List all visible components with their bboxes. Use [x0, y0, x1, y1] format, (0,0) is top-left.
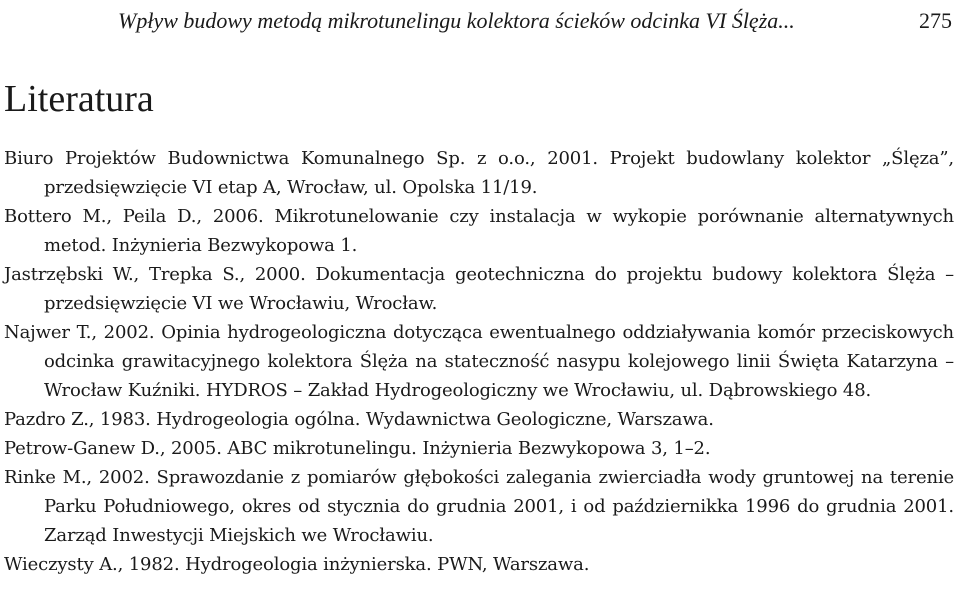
- running-header: [118, 6, 956, 36]
- page-number: 275: [919, 8, 952, 33]
- reference-item: Pazdro Z., 1983. Hydrogeologia ogólna. Wydawnictwa Geologiczne, Warszawa.: [4, 409, 714, 430]
- running-title: Wpływ budowy metodą mikrotunelingu kolektora ścieków odcinka VI Ślęża...: [118, 8, 795, 33]
- reference-item: Rinke M., 2002. Sprawozdanie z pomiarów głębokości zalegania zwierciadła wody gruntowej na terenie Parku Południowego, okres od stycznia do grudnia 2001, i od październikka 1996 do grudnia 2001. Zarząd Inwestycji Miejskich we Wrocławiu.: [4, 467, 954, 546]
- reference-item: Bottero M., Peila D., 2006. Mikrotunelowanie czy instalacja w wykopie porównanie alternatywnych metod. Inżynieria Bezwykopowa 1.: [4, 206, 954, 256]
- reference-list: [4, 144, 954, 579]
- reference-item: Biuro Projektów Budownictwa Komunalnego Sp. z o.o., 2001. Projekt budowlany kolektor „Ślęza”, przedsięwzięcie VI etap A, Wrocław, ul. Opolska 11/19.: [4, 148, 954, 198]
- section-title: Literatura: [4, 78, 154, 120]
- reference-item: Najwer T., 2002. Opinia hydrogeologiczna dotycząca ewentualnego oddziaływania komór przeciskowych odcinka grawitacyjnego kolektora Ślęża na stateczność nasypu kolejowego linii Święta Katarzyna – Wrocław Kuźniki. HYDROS – Zakład Hydrogeologiczny we Wrocławiu, ul. Dąbrowskiego 48.: [4, 322, 954, 401]
- reference-item: Petrow-Ganew D., 2005. ABC mikrotunelingu. Inżynieria Bezwykopowa 3, 1–2.: [4, 438, 711, 459]
- reference-item: Wieczysty A., 1982. Hydrogeologia inżynierska. PWN, Warszawa.: [4, 554, 590, 575]
- reference-item: Jastrzębski W., Trepka S., 2000. Dokumentacja geotechniczna do projektu budowy kolektora Ślęża – przedsięwzięcie VI we Wrocławiu, Wrocław.: [4, 264, 954, 314]
